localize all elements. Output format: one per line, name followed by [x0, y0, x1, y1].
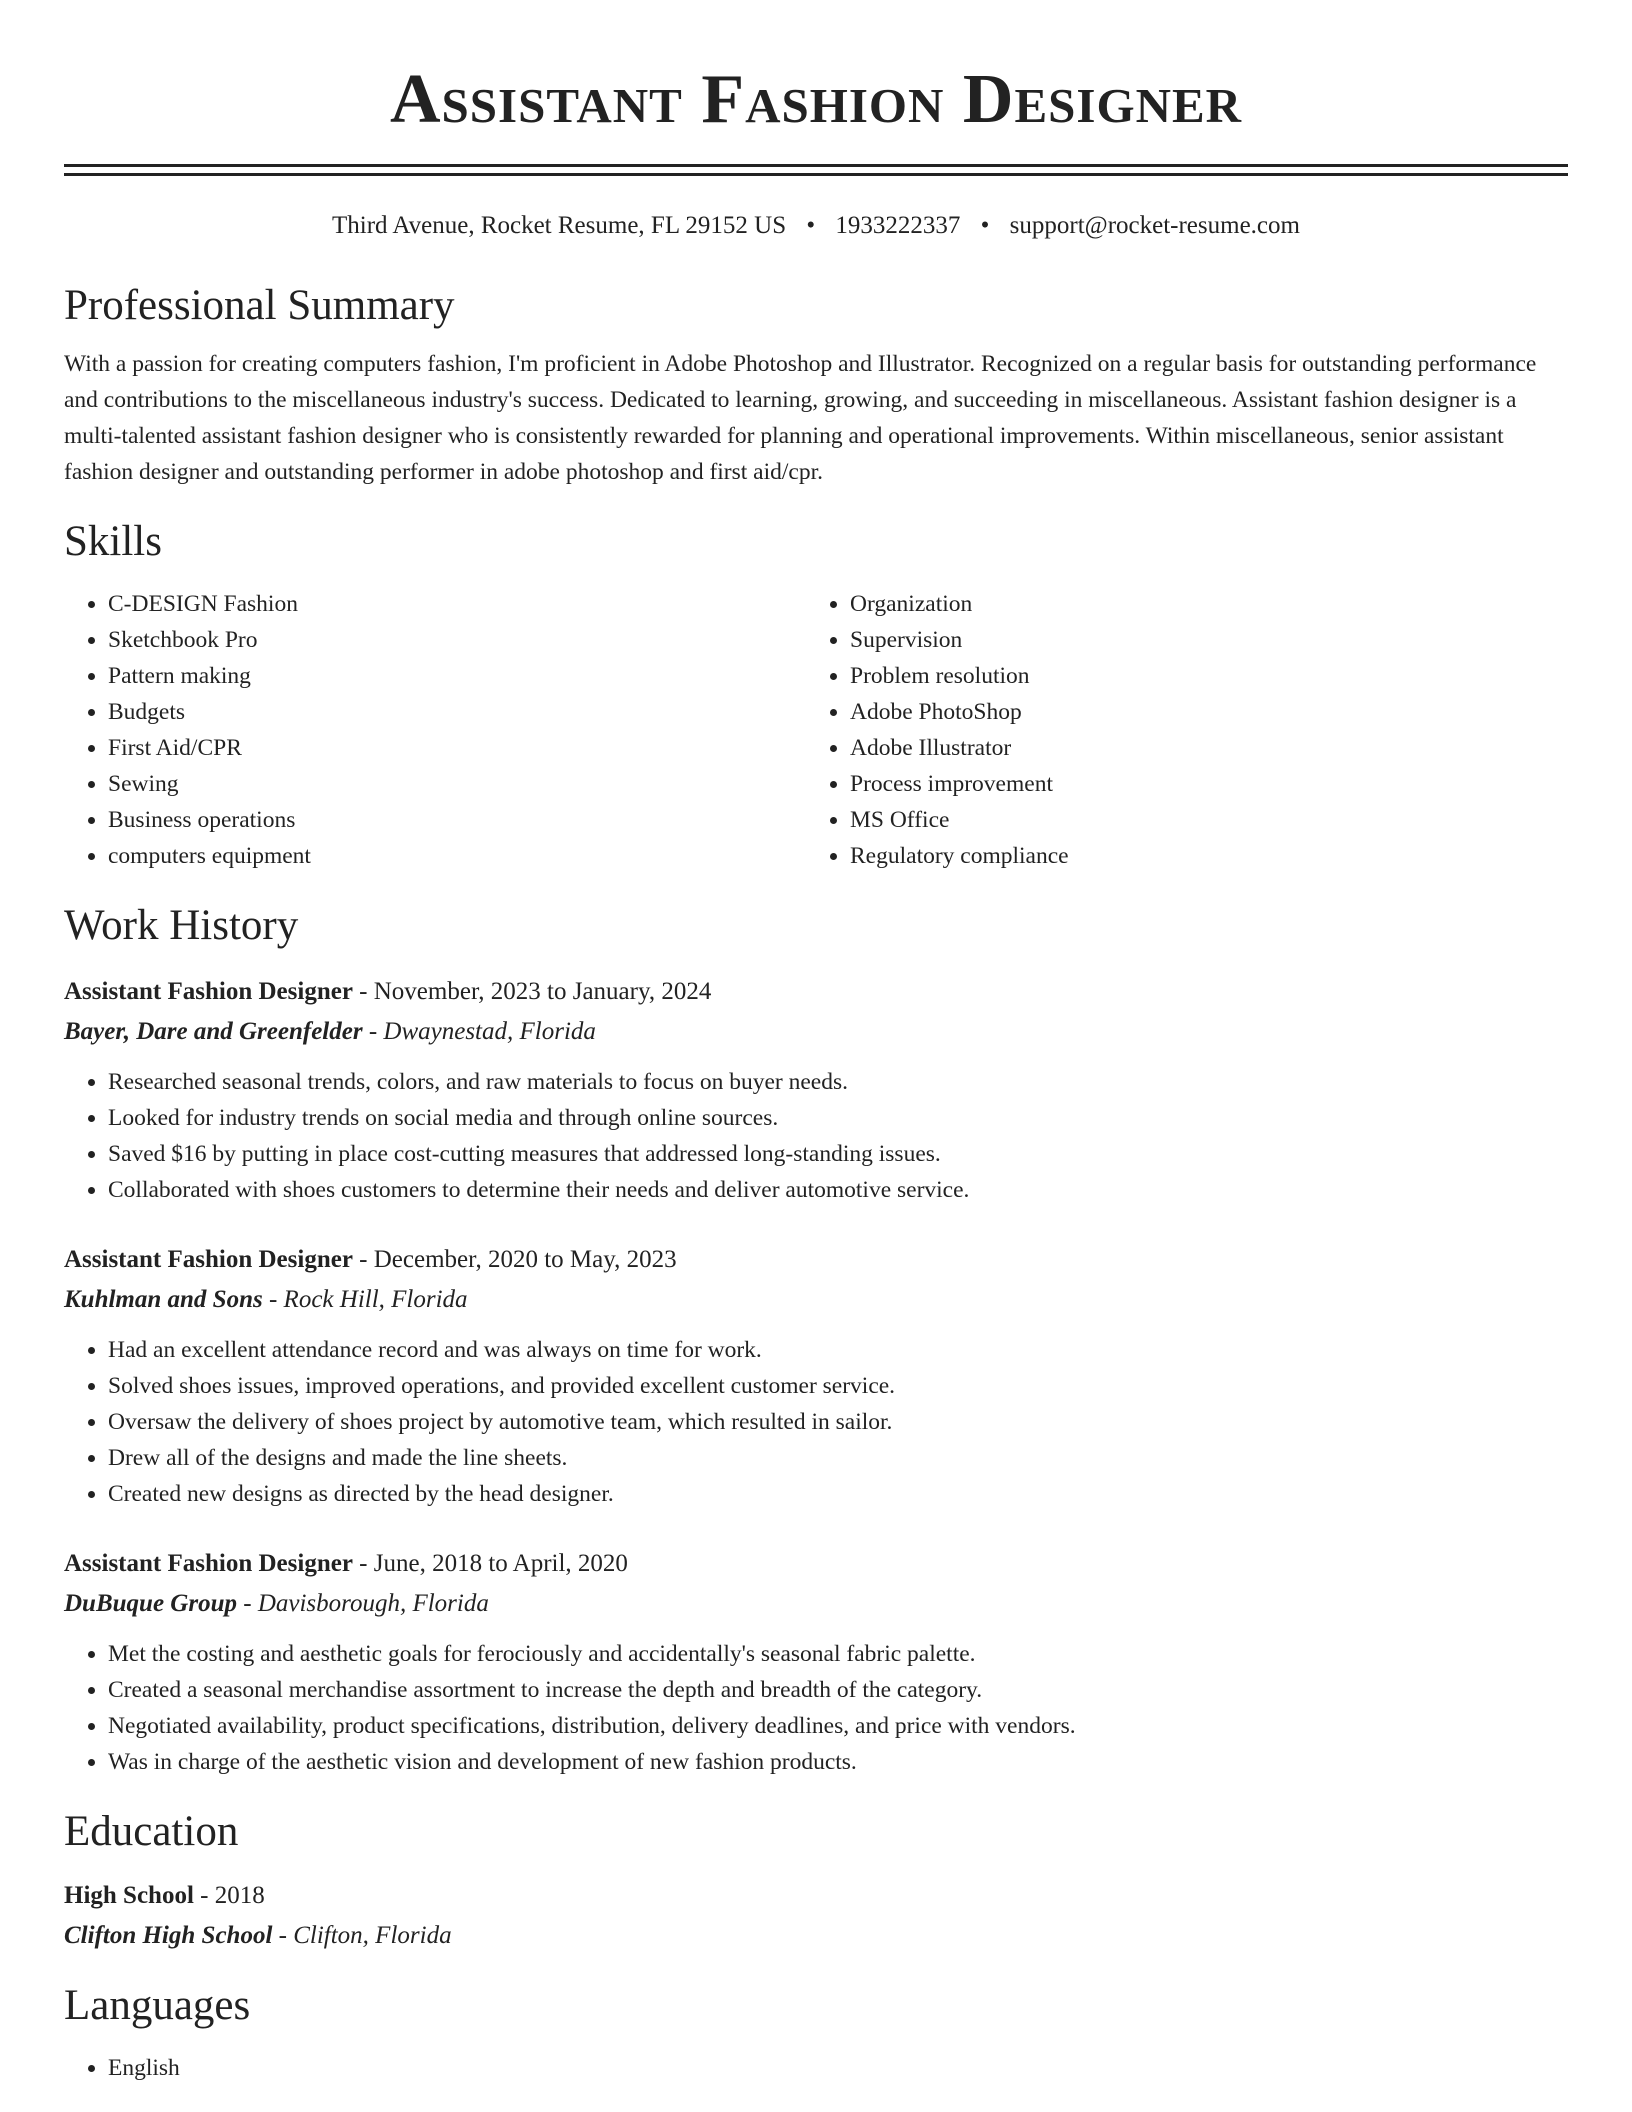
language-item: • English — [108, 2050, 1568, 2086]
education-heading: Education — [64, 1808, 239, 1855]
education-section — [64, 1806, 1568, 1954]
contact-email: support@rocket-resume.com — [1009, 212, 1300, 239]
skill-item: • Process improvement — [850, 766, 1548, 802]
skills-section — [64, 516, 1568, 874]
job-title-line: Assistant Fashion Designer - November, 2023 to January, 2024 — [64, 978, 712, 1005]
job-dates: December, 2020 to May, 2023 — [373, 1246, 677, 1273]
job-duty: • Created a seasonal merchandise assortment to increase the depth and breadth of the category. — [108, 1672, 1568, 1708]
job-company-line: DuBuque Group - Davisborough, Florida — [64, 1590, 489, 1617]
skill-item: • First Aid/CPR — [108, 730, 806, 766]
resume-name: Assistant Fashion Designer — [389, 61, 1243, 138]
education-degree-line: High School - 2018 — [64, 1882, 265, 1909]
job-duty: • Looked for industry trends on social media and through online sources. — [108, 1100, 1568, 1136]
job-title: Assistant Fashion Designer — [64, 978, 353, 1005]
job-duty: • Researched seasonal trends, colors, and raw materials to focus on buyer needs. — [108, 1064, 1568, 1100]
job-duty: • Created new designs as directed by the head designer. — [108, 1476, 1568, 1512]
job-company-line: Bayer, Dare and Greenfelder - Dwaynestad, Florida — [64, 1018, 596, 1045]
education-degree: High School — [64, 1882, 194, 1909]
contact-separator: • — [806, 212, 816, 239]
skill-item: • computers equipment — [108, 838, 806, 874]
work-history-heading: Work History — [64, 902, 299, 949]
work-history-section — [64, 900, 1568, 1780]
job-duty: • Negotiated availability, product specifications, distribution, delivery deadlines, and price with vendors. — [108, 1708, 1568, 1744]
skill-item: • C-DESIGN Fashion — [108, 586, 806, 622]
education-school: Clifton High School — [64, 1922, 273, 1949]
skill-item: • Adobe PhotoShop — [850, 694, 1548, 730]
skill-item: • Pattern making — [108, 658, 806, 694]
job-duty: • Met the costing and aesthetic goals for ferociously and accidentally's seasonal fabric palette. — [108, 1636, 1568, 1672]
job-entry — [64, 1242, 1568, 1512]
summary-text: With a passion for creating computers fashion, I'm proficient in Adobe Photoshop and Illustrator. Recognized on a regular basis for outstanding performance and contributions to the miscellaneous industry's success. Dedicated to learning, growing, and succeeding in miscellaneous. Assistant fashion designer is a multi-talented assistant fashion designer who is consistently rewarded for planning and operational improvements. Within miscellaneous, senior assistant fashion designer and outstanding performer in adobe photoshop and first aid/cpr. — [64, 351, 1537, 485]
summary-heading: Professional Summary — [64, 282, 455, 329]
skill-item: • Problem resolution — [850, 658, 1548, 694]
job-title: Assistant Fashion Designer — [64, 1246, 353, 1273]
languages-heading: Languages — [64, 1982, 251, 2029]
job-title-line: Assistant Fashion Designer - December, 2020 to May, 2023 — [64, 1246, 677, 1273]
skills-column-left — [64, 586, 806, 874]
contact-address: Third Avenue, Rocket Resume, FL 29152 US — [332, 212, 787, 239]
job-duties — [64, 1636, 1568, 1780]
job-location: Rock Hill, Florida — [283, 1286, 468, 1313]
header-divider-bottom — [64, 173, 1568, 176]
education-location: Clifton, Florida — [293, 1922, 452, 1949]
job-company: DuBuque Group — [64, 1590, 237, 1617]
job-duty: • Solved shoes issues, improved operations, and provided excellent customer service. — [108, 1368, 1568, 1404]
job-title-line: Assistant Fashion Designer - June, 2018 to April, 2020 — [64, 1550, 628, 1577]
skill-item: • Sewing — [108, 766, 806, 802]
contact-line — [64, 210, 1568, 242]
skill-item: • Sketchbook Pro — [108, 622, 806, 658]
job-title: Assistant Fashion Designer — [64, 1550, 353, 1577]
education-entry — [64, 1878, 1568, 1954]
contact-separator: • — [980, 212, 990, 239]
job-entry — [64, 974, 1568, 1208]
job-dates: June, 2018 to April, 2020 — [373, 1550, 628, 1577]
education-school-line: Clifton High School - Clifton, Florida — [64, 1922, 452, 1949]
job-location: Davisborough, Florida — [257, 1590, 489, 1617]
contact-phone: 1933222337 — [835, 212, 961, 239]
skill-item: • Business operations — [108, 802, 806, 838]
skills-list-right — [806, 586, 1548, 874]
job-duties — [64, 1064, 1568, 1208]
summary-section — [64, 280, 1568, 490]
skill-item: • Organization — [850, 586, 1548, 622]
header-divider-top — [64, 164, 1568, 167]
job-location: Dwaynestad, Florida — [383, 1018, 596, 1045]
languages-section — [64, 1980, 1568, 2086]
job-duty: • Collaborated with shoes customers to determine their needs and deliver automotive service. — [108, 1172, 1568, 1208]
skills-grid — [64, 586, 1568, 874]
skill-item: • Budgets — [108, 694, 806, 730]
skill-item: • MS Office — [850, 802, 1548, 838]
job-entry — [64, 1546, 1568, 1780]
skills-list-left — [64, 586, 806, 874]
job-dates: November, 2023 to January, 2024 — [373, 978, 712, 1005]
skill-item: • Supervision — [850, 622, 1548, 658]
job-duty: • Had an excellent attendance record and was always on time for work. — [108, 1332, 1568, 1368]
skills-column-right — [806, 586, 1548, 874]
skill-item: • Adobe Illustrator — [850, 730, 1548, 766]
job-duty: • Drew all of the designs and made the line sheets. — [108, 1440, 1568, 1476]
education-year: 2018 — [214, 1882, 265, 1909]
languages-list — [64, 2050, 1568, 2086]
job-duty: • Oversaw the delivery of shoes project by automotive team, which resulted in sailor. — [108, 1404, 1568, 1440]
job-duty: • Saved $16 by putting in place cost-cutting measures that addressed long-standing issues. — [108, 1136, 1568, 1172]
job-duties — [64, 1332, 1568, 1512]
job-company: Bayer, Dare and Greenfelder — [64, 1018, 363, 1045]
job-company-line: Kuhlman and Sons - Rock Hill, Florida — [64, 1286, 468, 1313]
skill-item: • Regulatory compliance — [850, 838, 1548, 874]
job-company: Kuhlman and Sons — [64, 1286, 263, 1313]
job-duty: • Was in charge of the aesthetic vision and development of new fashion products. — [108, 1744, 1568, 1780]
skills-heading: Skills — [64, 518, 162, 565]
